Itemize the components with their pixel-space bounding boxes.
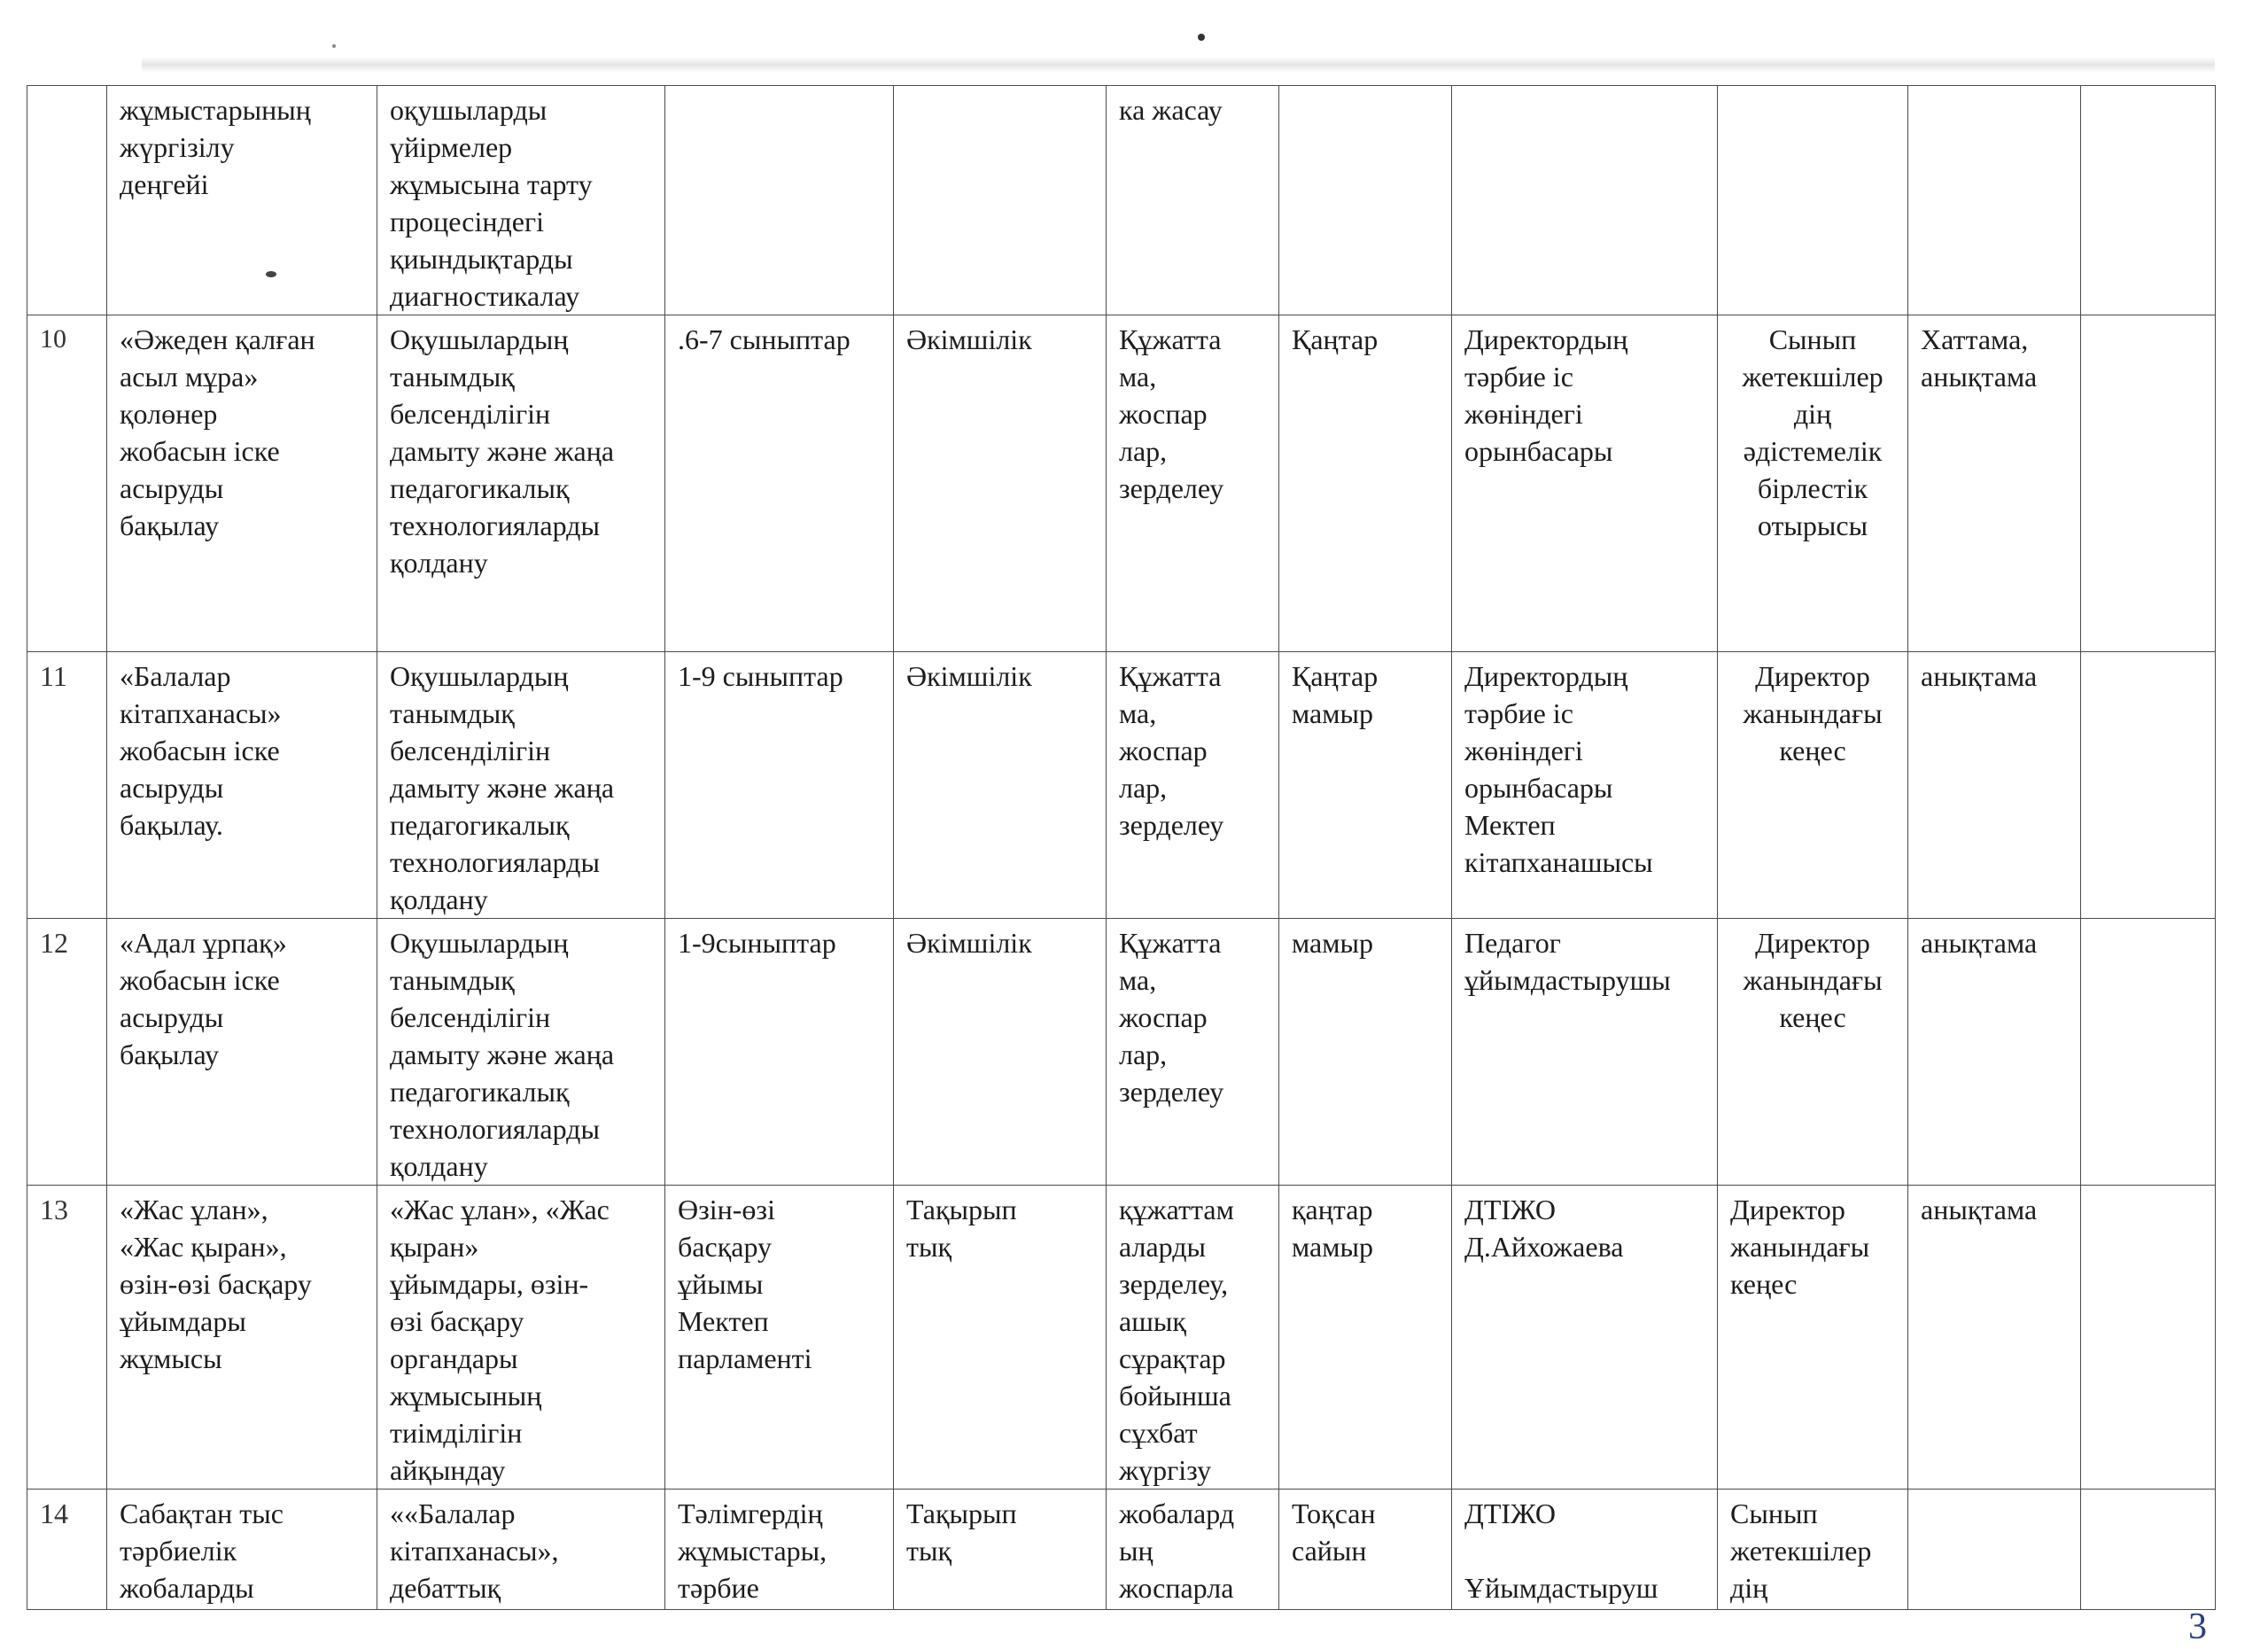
page-number: 3 bbox=[2188, 1606, 2207, 1647]
cell-text-line: «Адал ұрпақ» bbox=[120, 927, 287, 959]
cell-responsible bbox=[1452, 652, 1718, 919]
cell-object bbox=[665, 315, 894, 652]
cell-result bbox=[1908, 86, 2081, 315]
cell-review bbox=[1718, 315, 1908, 652]
cell-responsible bbox=[1452, 1186, 1718, 1490]
cell-text-line bbox=[1921, 91, 2068, 128]
cell-text-line: Оқушылардың bbox=[390, 927, 569, 959]
cell-control bbox=[107, 1490, 377, 1610]
table-row bbox=[27, 652, 2216, 919]
cell-text-line: Өзін-өзі bbox=[678, 1194, 775, 1225]
cell-text-line: Директордың bbox=[1464, 660, 1628, 692]
cell-text-line: белсенділігін bbox=[390, 735, 551, 766]
cell-control bbox=[107, 1186, 377, 1490]
cell-text-line: Тәлімгердің bbox=[678, 1497, 823, 1529]
cell-text-line: «Жас қыран», bbox=[120, 1231, 287, 1263]
cell-text-line: кітапханашысы bbox=[1464, 846, 1653, 878]
cell-num bbox=[27, 652, 107, 919]
cell-text-line: Тақырып bbox=[906, 1194, 1017, 1225]
cell-text-line: технологияларды bbox=[390, 1113, 600, 1145]
cell-text-line: ««Балалар bbox=[390, 1497, 516, 1529]
cell-text-line: қыран» bbox=[390, 1231, 479, 1263]
cell-text-line: бақылау bbox=[120, 509, 220, 541]
cell-review bbox=[1718, 1186, 1908, 1490]
cell-text-line: құжаттам bbox=[1119, 1194, 1234, 1225]
cell-text-line bbox=[678, 91, 881, 128]
cell-text-line: ма, bbox=[1119, 361, 1157, 393]
cell-method bbox=[1107, 315, 1279, 652]
cell-text-line: кітапханасы», bbox=[390, 1535, 559, 1567]
cell-num bbox=[27, 919, 107, 1186]
cell-text-line: Құжатта bbox=[1119, 927, 1222, 959]
cell-text-line: сұхбат bbox=[1119, 1417, 1198, 1449]
cell-object bbox=[665, 1490, 894, 1610]
cell-text-line: жұмыстары, bbox=[678, 1535, 827, 1567]
cell-text-line: «Балалар bbox=[120, 660, 231, 692]
cell-text-line: .6-7 сыныптар bbox=[678, 323, 850, 355]
cell-text-line: 11 bbox=[40, 660, 67, 692]
cell-text-line: мамыр bbox=[1292, 1231, 1373, 1263]
cell-control bbox=[107, 919, 377, 1186]
cell-text-line: жүргізілу bbox=[120, 131, 235, 163]
cell-text-line: Тоқсан bbox=[1292, 1497, 1376, 1529]
cell-extra bbox=[2081, 315, 2216, 652]
cell-text-line: «Жас ұлан», «Жас bbox=[390, 1194, 610, 1225]
cell-text-line: жобасын іске bbox=[120, 435, 280, 467]
cell-text-line: жұмысының bbox=[390, 1380, 542, 1412]
scan-shadow-band bbox=[142, 57, 2215, 73]
cell-text-line: дің bbox=[1793, 398, 1832, 430]
cell-method bbox=[1107, 86, 1279, 315]
cell-text-line: зерделеу bbox=[1119, 809, 1224, 841]
cell-control bbox=[107, 86, 377, 315]
cell-text-line: зерделеу, bbox=[1119, 1268, 1229, 1300]
cell-text-line: жанындағы bbox=[1730, 1231, 1870, 1263]
cell-result bbox=[1908, 652, 2081, 919]
cell-text-line: басқару bbox=[678, 1231, 773, 1263]
cell-method bbox=[1107, 1490, 1279, 1610]
cell-extra bbox=[2081, 1490, 2216, 1610]
cell-text-line: Құжатта bbox=[1119, 323, 1222, 355]
cell-text-line: Тақырып bbox=[906, 1497, 1017, 1529]
cell-text-line: 1-9сыныптар bbox=[678, 927, 836, 959]
cell-text-line: дебаттық bbox=[390, 1572, 501, 1604]
cell-text-line bbox=[1464, 1532, 1705, 1569]
cell-text-line: 10 bbox=[40, 324, 66, 354]
cell-text-line bbox=[1292, 91, 1439, 128]
cell-text-line: тық bbox=[906, 1231, 952, 1263]
cell-type bbox=[894, 652, 1107, 919]
control-plan-table bbox=[27, 85, 2216, 1610]
cell-text-line: тәрбие bbox=[678, 1572, 759, 1604]
cell-text-line: мамыр bbox=[1292, 697, 1373, 729]
cell-time bbox=[1279, 315, 1452, 652]
cell-text-line: деңгейі bbox=[120, 168, 209, 200]
cell-text-line: қолөнер bbox=[120, 398, 218, 430]
cell-text-line: ұйымы bbox=[678, 1268, 764, 1300]
cell-control bbox=[107, 315, 377, 652]
cell-text-line: Педагог bbox=[1464, 927, 1561, 959]
cell-text-line: Директор bbox=[1730, 1194, 1845, 1225]
cell-review bbox=[1718, 652, 1908, 919]
cell-text-line: кеңес bbox=[1779, 735, 1846, 766]
cell-aim bbox=[377, 919, 665, 1186]
cell-text-line: қолдану bbox=[390, 547, 488, 579]
cell-text-line: ұйымдастырушы bbox=[1464, 964, 1671, 996]
cell-text-line: Қаңтар bbox=[1292, 323, 1379, 355]
cell-text-line: жоспар bbox=[1119, 735, 1208, 766]
cell-text-line: қолдану bbox=[390, 883, 488, 915]
cell-text-line: отырысы bbox=[1757, 509, 1868, 541]
cell-text-line: жөніндегі bbox=[1464, 398, 1583, 430]
cell-text-line: тәрбие іс bbox=[1464, 361, 1573, 393]
table-row bbox=[27, 919, 2216, 1186]
cell-method bbox=[1107, 1186, 1279, 1490]
cell-text-line: дамыту және жаңа bbox=[390, 1038, 615, 1070]
cell-aim bbox=[377, 652, 665, 919]
scan-speck bbox=[332, 44, 336, 48]
cell-text-line: бақылау. bbox=[120, 809, 223, 841]
cell-text-line: «Жас ұлан», bbox=[120, 1194, 268, 1225]
cell-aim bbox=[377, 315, 665, 652]
cell-type bbox=[894, 1186, 1107, 1490]
cell-type bbox=[894, 919, 1107, 1186]
cell-text-line: Директор bbox=[1755, 660, 1870, 692]
cell-text-line: мамыр bbox=[1292, 927, 1373, 959]
cell-text-line: танымдық bbox=[390, 964, 515, 996]
cell-text-line: анықтама bbox=[1921, 1194, 2038, 1225]
cell-text-line: айқындау bbox=[390, 1454, 506, 1486]
cell-responsible bbox=[1452, 86, 1718, 315]
cell-extra bbox=[2081, 652, 2216, 919]
cell-text-line: анықтама bbox=[1921, 361, 2038, 393]
cell-text-line: Ұйымдастыруш bbox=[1464, 1572, 1658, 1604]
cell-text-line: жобалард bbox=[1119, 1497, 1235, 1529]
cell-text-line: белсенділігін bbox=[390, 398, 551, 430]
cell-text-line: орынбасары bbox=[1464, 772, 1613, 804]
cell-text-line: бойынша bbox=[1119, 1380, 1231, 1412]
cell-text-line: кеңес bbox=[1730, 1268, 1798, 1300]
cell-time bbox=[1279, 1186, 1452, 1490]
cell-result bbox=[1908, 315, 2081, 652]
cell-review bbox=[1718, 919, 1908, 1186]
cell-text-line: аларды bbox=[1119, 1231, 1207, 1263]
cell-text-line: технологияларды bbox=[390, 846, 600, 878]
cell-text-line: ДТІЖО bbox=[1464, 1194, 1557, 1225]
cell-text-line: дамыту және жаңа bbox=[390, 772, 615, 804]
cell-extra bbox=[2081, 86, 2216, 315]
cell-aim bbox=[377, 86, 665, 315]
cell-text-line: тәрбие іс bbox=[1464, 697, 1573, 729]
cell-text-line: тық bbox=[906, 1535, 952, 1567]
cell-text-line: асыл мұра» bbox=[120, 361, 259, 393]
cell-num bbox=[27, 1490, 107, 1610]
cell-text-line: Хаттама, bbox=[1921, 323, 2029, 355]
cell-review bbox=[1718, 86, 1908, 315]
cell-text-line: тиімділігін bbox=[390, 1417, 523, 1449]
cell-text-line: танымдық bbox=[390, 361, 515, 393]
cell-aim bbox=[377, 1490, 665, 1610]
cell-extra bbox=[2081, 1186, 2216, 1490]
cell-responsible bbox=[1452, 919, 1718, 1186]
cell-type bbox=[894, 1490, 1107, 1610]
cell-text-line: Қаңтар bbox=[1292, 660, 1379, 692]
cell-object bbox=[665, 652, 894, 919]
cell-type bbox=[894, 86, 1107, 315]
cell-extra bbox=[2081, 919, 2216, 1186]
cell-text-line: ұйымдары bbox=[120, 1305, 246, 1337]
cell-time bbox=[1279, 919, 1452, 1186]
cell-text-line bbox=[1730, 91, 1895, 128]
cell-text-line: парламенті bbox=[678, 1342, 812, 1374]
cell-result bbox=[1908, 919, 2081, 1186]
cell-text-line: Сынып bbox=[1730, 1497, 1818, 1529]
cell-text-line: ың bbox=[1119, 1535, 1153, 1567]
cell-responsible bbox=[1452, 1490, 1718, 1610]
cell-text-line bbox=[1464, 91, 1705, 128]
cell-method bbox=[1107, 919, 1279, 1186]
cell-text-line: Сабақтан тыс bbox=[120, 1497, 284, 1529]
cell-text-line: дамыту және жаңа bbox=[390, 435, 615, 467]
cell-text-line: жұмыстарының bbox=[120, 94, 311, 126]
cell-text-line: жетекшілер bbox=[1742, 361, 1884, 393]
table-row bbox=[27, 1490, 2216, 1610]
cell-type bbox=[894, 315, 1107, 652]
cell-time bbox=[1279, 86, 1452, 315]
cell-text-line: жөніндегі bbox=[1464, 735, 1583, 766]
cell-text-line: жұмысы bbox=[120, 1342, 222, 1374]
table-row bbox=[27, 315, 2216, 652]
cell-text-line bbox=[906, 91, 1093, 128]
cell-text-line: асыруды bbox=[120, 1001, 224, 1033]
cell-text-line: жобасын іске bbox=[120, 735, 280, 766]
cell-text-line: 14 bbox=[40, 1497, 68, 1529]
cell-text-line: процесіндегі bbox=[390, 206, 544, 237]
cell-text-line: асыруды bbox=[120, 472, 224, 504]
cell-text-line: 12 bbox=[40, 927, 68, 959]
cell-text-line: бірлестік bbox=[1757, 472, 1868, 504]
cell-text-line: Әкімшілік bbox=[906, 323, 1032, 355]
cell-text-line: зерделеу bbox=[1119, 1076, 1224, 1108]
cell-text-line: жоспарла bbox=[1119, 1572, 1234, 1604]
cell-text-line: өзі басқару bbox=[390, 1305, 524, 1337]
cell-review bbox=[1718, 1490, 1908, 1610]
table-row bbox=[27, 1186, 2216, 1490]
cell-time bbox=[1279, 652, 1452, 919]
cell-text-line: жоспар bbox=[1119, 398, 1208, 430]
cell-text-line: жанындағы bbox=[1743, 697, 1883, 729]
table-row bbox=[27, 86, 2216, 315]
cell-text-line: Сынып bbox=[1768, 323, 1857, 355]
cell-text-line: Д.Айхожаева bbox=[1464, 1231, 1624, 1263]
cell-text-line: 1-9 сыныптар bbox=[678, 660, 843, 692]
cell-text-line: Директордың bbox=[1464, 323, 1628, 355]
cell-text-line: өзін-өзі басқару bbox=[120, 1268, 312, 1300]
cell-text-line: жанындағы bbox=[1743, 964, 1883, 996]
cell-text-line: жоспар bbox=[1119, 1001, 1208, 1033]
cell-text-line: 13 bbox=[40, 1194, 68, 1225]
cell-text-line: педагогикалық bbox=[390, 472, 570, 504]
cell-text-line: технологияларды bbox=[390, 509, 600, 541]
cell-control bbox=[107, 652, 377, 919]
cell-text-line: ДТІЖО bbox=[1464, 1497, 1557, 1529]
cell-text-line: оқушыларды bbox=[390, 94, 548, 126]
cell-text-line: лар, bbox=[1119, 435, 1168, 467]
cell-text-line: ма, bbox=[1119, 964, 1157, 996]
cell-text-line: әдістемелік bbox=[1743, 435, 1883, 467]
cell-text-line: үйірмелер bbox=[390, 131, 513, 163]
cell-text-line: орынбасары bbox=[1464, 435, 1613, 467]
cell-responsible bbox=[1452, 315, 1718, 652]
cell-text-line bbox=[40, 91, 94, 128]
cell-text-line: қиындықтарды bbox=[390, 243, 573, 275]
cell-text-line: қолдану bbox=[390, 1150, 488, 1182]
cell-text-line: жұмысына тарту bbox=[390, 168, 593, 200]
cell-text-line: анықтама bbox=[1921, 660, 2038, 692]
cell-result bbox=[1908, 1186, 2081, 1490]
cell-time bbox=[1279, 1490, 1452, 1610]
cell-num bbox=[27, 315, 107, 652]
cell-text-line: ма, bbox=[1119, 697, 1157, 729]
cell-method bbox=[1107, 652, 1279, 919]
cell-text-line: танымдық bbox=[390, 697, 515, 729]
cell-text-line: жетекшілер bbox=[1730, 1535, 1872, 1567]
cell-text-line: анықтама bbox=[1921, 927, 2038, 959]
cell-num bbox=[27, 86, 107, 315]
cell-text-line: ка жасау bbox=[1119, 94, 1223, 126]
cell-text-line: диагностикалау bbox=[390, 280, 580, 312]
cell-text-line: лар, bbox=[1119, 772, 1168, 804]
cell-text-line: Әкімшілік bbox=[906, 927, 1032, 959]
cell-text-line: Әкімшілік bbox=[906, 660, 1032, 692]
cell-text-line: Мектеп bbox=[678, 1305, 769, 1337]
scan-speck bbox=[1198, 34, 1205, 41]
cell-aim bbox=[377, 1186, 665, 1490]
cell-object bbox=[665, 919, 894, 1186]
cell-text-line: «Әжеден қалған bbox=[120, 323, 315, 355]
cell-text-line: белсенділігін bbox=[390, 1001, 551, 1033]
cell-text-line: Директор bbox=[1755, 927, 1870, 959]
cell-text-line: жобаларды bbox=[120, 1572, 254, 1604]
cell-text-line: жобасын іске bbox=[120, 964, 280, 996]
cell-text-line: асыруды bbox=[120, 772, 224, 804]
cell-text-line: органдары bbox=[390, 1342, 518, 1374]
cell-text-line: кеңес bbox=[1779, 1001, 1846, 1033]
cell-text-line: Оқушылардың bbox=[390, 660, 569, 692]
cell-text-line: қаңтар bbox=[1292, 1194, 1373, 1225]
cell-text-line: бақылау bbox=[120, 1038, 220, 1070]
cell-object bbox=[665, 1186, 894, 1490]
cell-object bbox=[665, 86, 894, 315]
cell-text-line: дің bbox=[1730, 1572, 1768, 1604]
cell-text-line: зерделеу bbox=[1119, 472, 1224, 504]
cell-result bbox=[1908, 1490, 2081, 1610]
cell-text-line: жүргізу bbox=[1119, 1454, 1212, 1486]
cell-text-line: кітапханасы» bbox=[120, 697, 282, 729]
cell-text-line: педагогикалық bbox=[390, 809, 570, 841]
cell-text-line: Мектеп bbox=[1464, 809, 1556, 841]
cell-text-line: Құжатта bbox=[1119, 660, 1222, 692]
cell-text-line: Оқушылардың bbox=[390, 323, 569, 355]
cell-text-line: сайын bbox=[1292, 1535, 1367, 1567]
cell-text-line: педагогикалық bbox=[390, 1076, 570, 1108]
cell-text-line: ашық bbox=[1119, 1305, 1186, 1337]
cell-text-line: сұрақтар bbox=[1119, 1342, 1226, 1374]
cell-num bbox=[27, 1186, 107, 1490]
cell-text-line: ұйымдары, өзін- bbox=[390, 1268, 589, 1300]
cell-text-line: тәрбиелік bbox=[120, 1535, 237, 1567]
cell-text-line: лар, bbox=[1119, 1038, 1168, 1070]
